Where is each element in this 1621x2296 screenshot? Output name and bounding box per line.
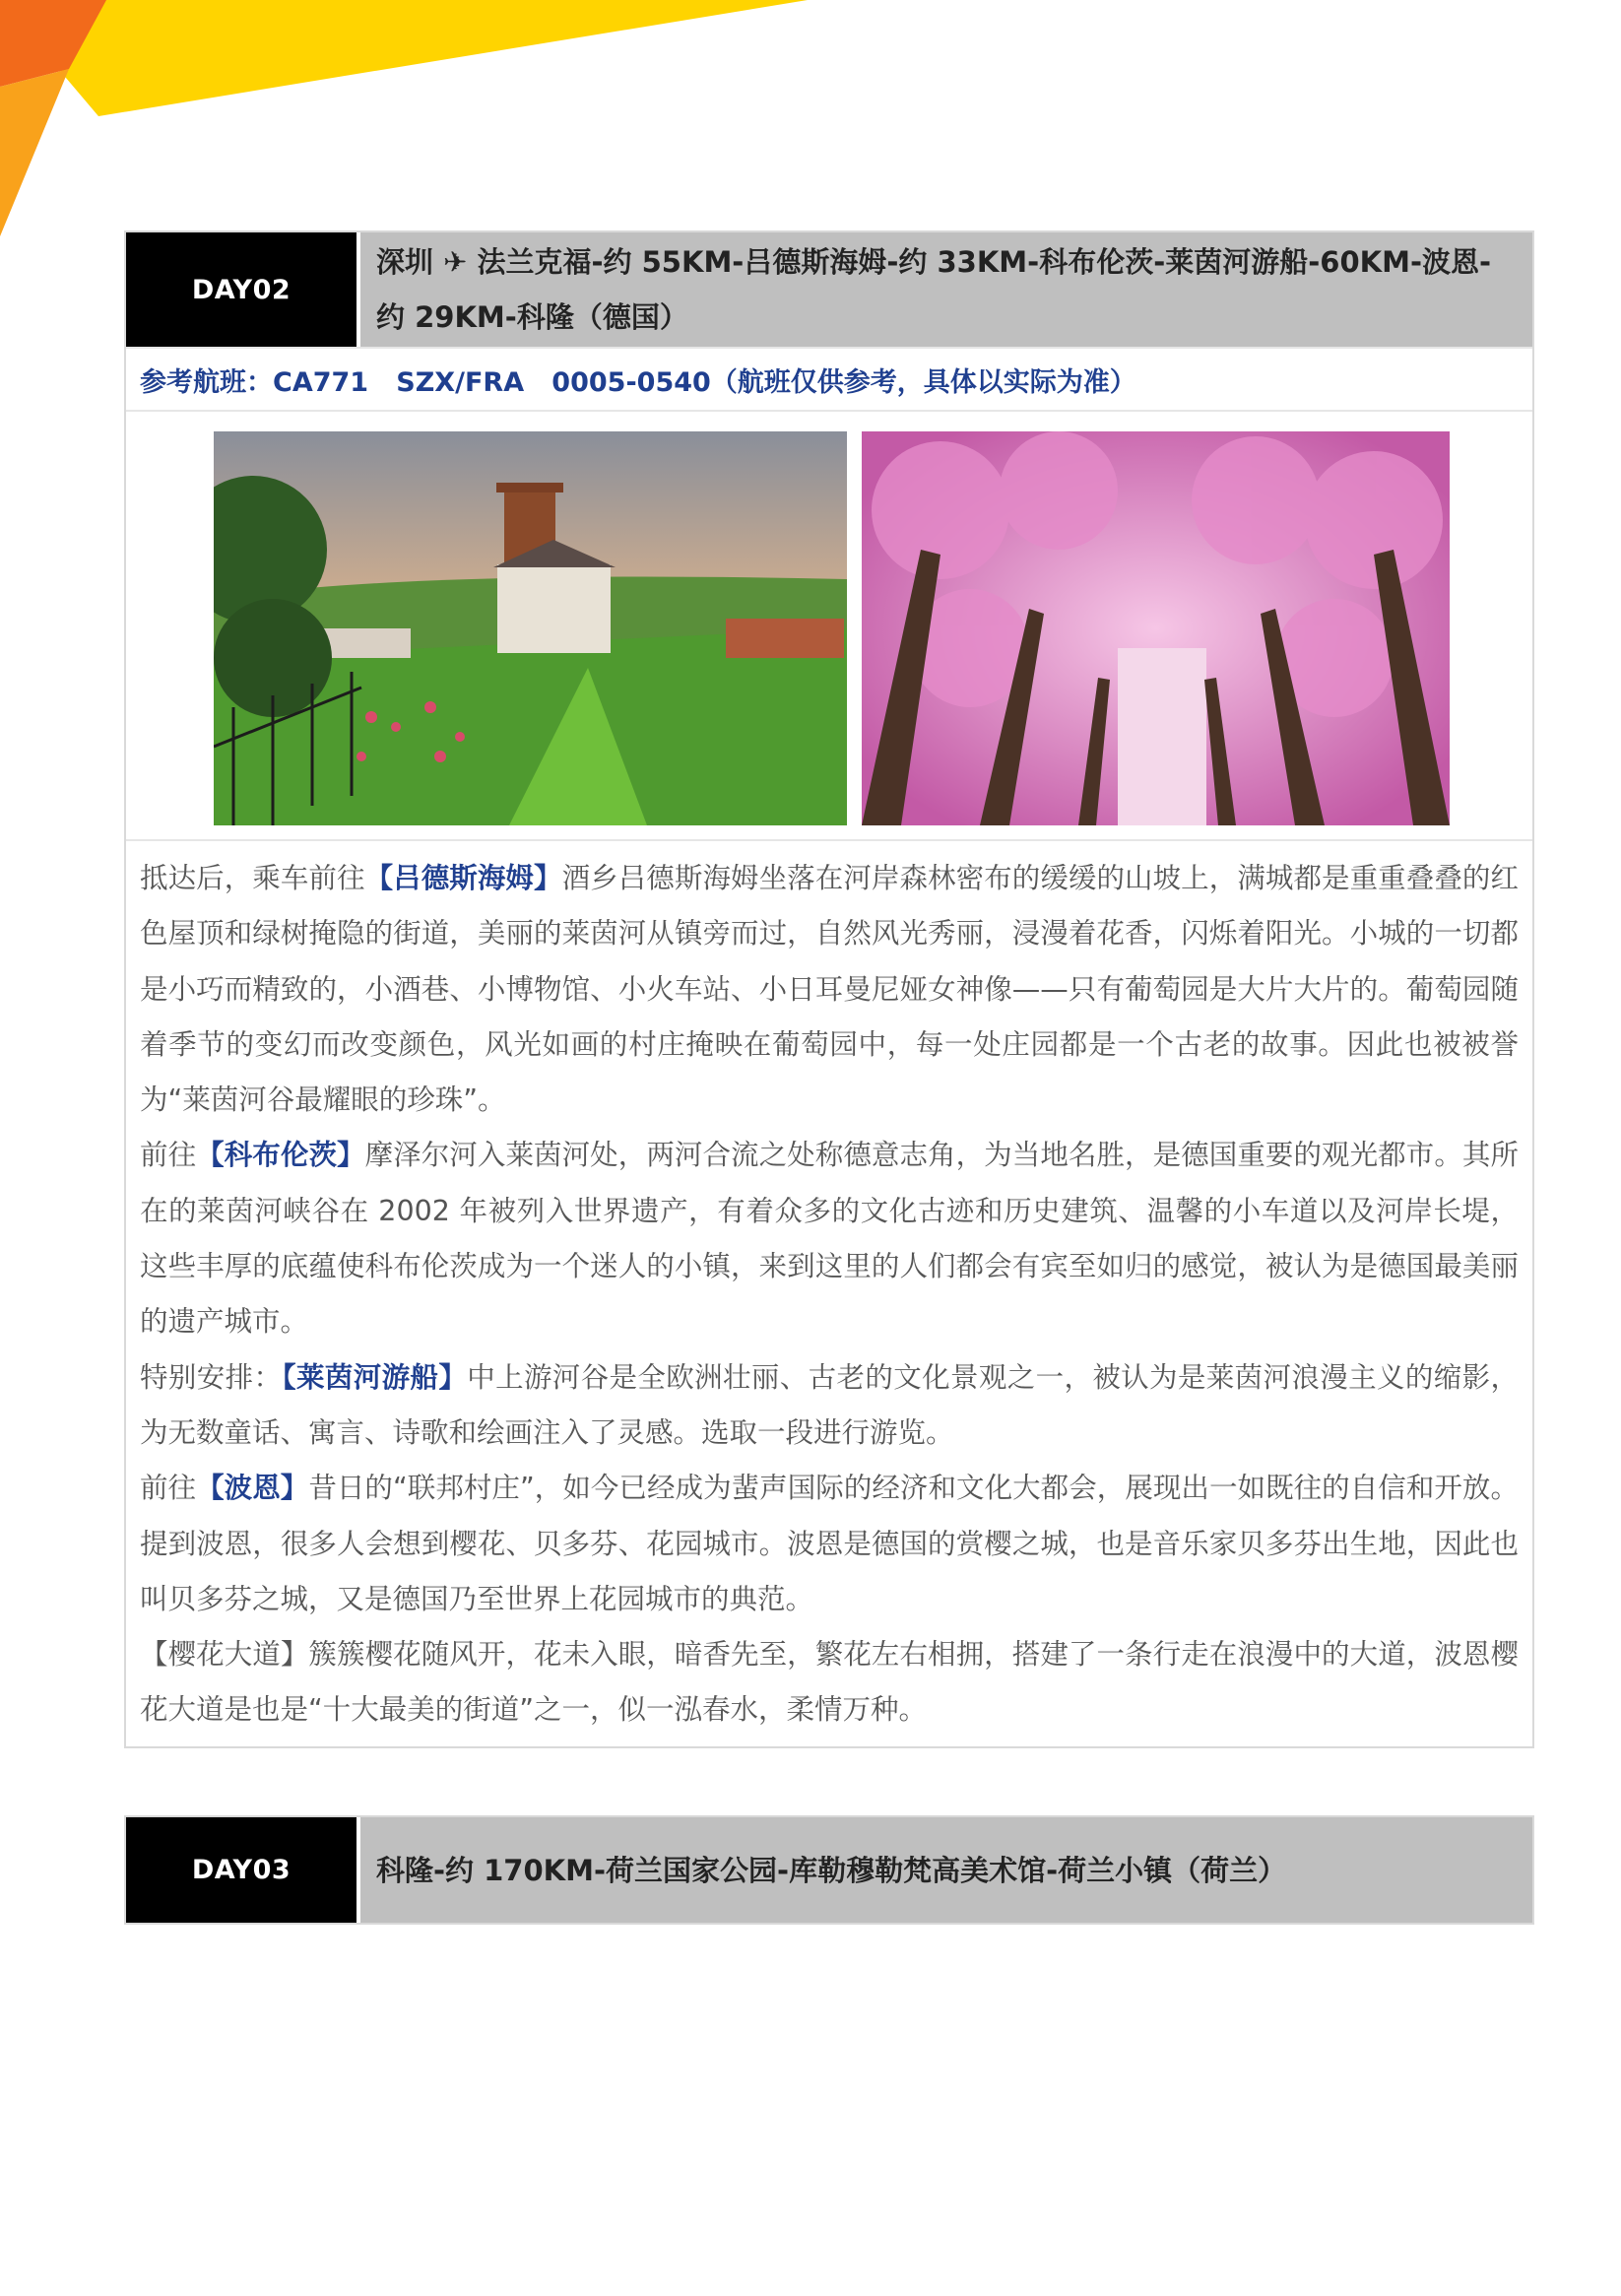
day02-header: [126, 232, 1532, 347]
paragraph-text: 【樱花大道】簇簇樱花随风开，花未入眼，暗香先至，繁花左右相拥，搭建了一条行走在浪漫中的大道，波恩樱花大道是也是“十大最美的街道”之一，似一泓春水，柔情万种。: [140, 1638, 1519, 1727]
paragraph-rhine-cruise: [140, 1350, 1519, 1462]
corner-decoration: [0, 0, 1621, 256]
day02-description: [126, 839, 1532, 1746]
day02-label: DAY02: [126, 232, 357, 347]
day03-itinerary: [124, 1815, 1534, 1925]
paragraph-text: 昔日的“联邦村庄”，如今已经成为蜚声国际的经济和文化大都会，展现出一如既往的自信和开放。提到波恩，很多人会想到樱花、贝多芬、花园城市。波恩是德国的赏樱之城，也是音乐家贝多芬出生地，因此也叫贝多芬之城，又是德国乃至世界上花园城市的典范。: [140, 1472, 1519, 1615]
paragraph-text: 特别安排：: [140, 1360, 283, 1394]
highlight-koblenz: 【科布伦茨】: [196, 1139, 365, 1172]
paragraph-rudesheim: [140, 851, 1519, 1128]
paragraph-text: 前往: [140, 1139, 197, 1172]
paragraph-text: 抵达后，乘车前往: [140, 862, 365, 894]
vineyard-castle-photo: [214, 431, 847, 825]
highlight-bonn: 【波恩】: [196, 1472, 309, 1505]
flight-info: 参考航班：CA771 SZX/FRA 0005-0540（航班仅供参考，具体以实际为准）: [126, 347, 1532, 410]
paragraph-bonn: [140, 1461, 1519, 1627]
day03-label: DAY03: [126, 1817, 357, 1923]
paragraph-text: 中上游河谷是全欧洲壮丽、古老的文化景观之一，被认为是莱茵河浪漫主义的缩影，为无数童话、寓言、诗歌和绘画注入了灵感。选取一段进行游览。: [140, 1360, 1519, 1449]
paragraph-text: 前往: [140, 1472, 197, 1505]
day02-itinerary: [124, 230, 1534, 1748]
paragraph-cherry-avenue: [140, 1627, 1519, 1738]
paragraph-text: 酒乡吕德斯海姆坐落在河岸森林密布的缓缓的山坡上，满城都是重重叠叠的红色屋顶和绿树掩隐的街道，美丽的莱茵河从镇旁而过，自然风光秀丽，浸漫着花香，闪烁着阳光。小城的一切都是小巧而精致的，小酒巷、小博物馆、小火车站、小日耳曼尼娅女神像——只有葡萄园是大片大片的。葡萄园随着季节的变幻而改变颜色，风光如画的村庄掩映在葡萄园中，每一处庄园都是一个古老的故事。因此也被被誉为“莱茵河谷最耀眼的珍珠”。: [140, 862, 1519, 1117]
paragraph-koblenz: [140, 1128, 1519, 1349]
highlight-rudesheim: 【吕德斯海姆】: [364, 862, 562, 894]
day03-route: 科隆-约 170KM-荷兰国家公园-库勒穆勒梵高美术馆-荷兰小镇（荷兰）: [360, 1817, 1532, 1923]
highlight-rhine-cruise: 【莱茵河游船】: [282, 1360, 468, 1394]
cherry-blossom-photo: [862, 431, 1450, 825]
day03-header: [126, 1817, 1532, 1923]
paragraph-text: 摩泽尔河入莱茵河处，两河合流之处称德意志角，为当地名胜，是德国重要的观光都市。其所在的莱茵河峡谷在 2002 年被列入世界遗产，有着众多的文化古迹和历史建筑、温馨的小车道以及河岸长堤，这些丰厚的底蕴使科布伦茨成为一个迷人的小镇，来到这里的人们都会有宾至如归的感觉，被认为是德国最美丽的遗产城市。: [140, 1139, 1519, 1339]
day02-route: 深圳 ✈ 法兰克福-约 55KM-吕德斯海姆-约 33KM-科布伦茨-莱茵河游船-60KM-波恩-约 29KM-科隆（德国）: [360, 232, 1532, 347]
photo-row: [126, 410, 1532, 839]
